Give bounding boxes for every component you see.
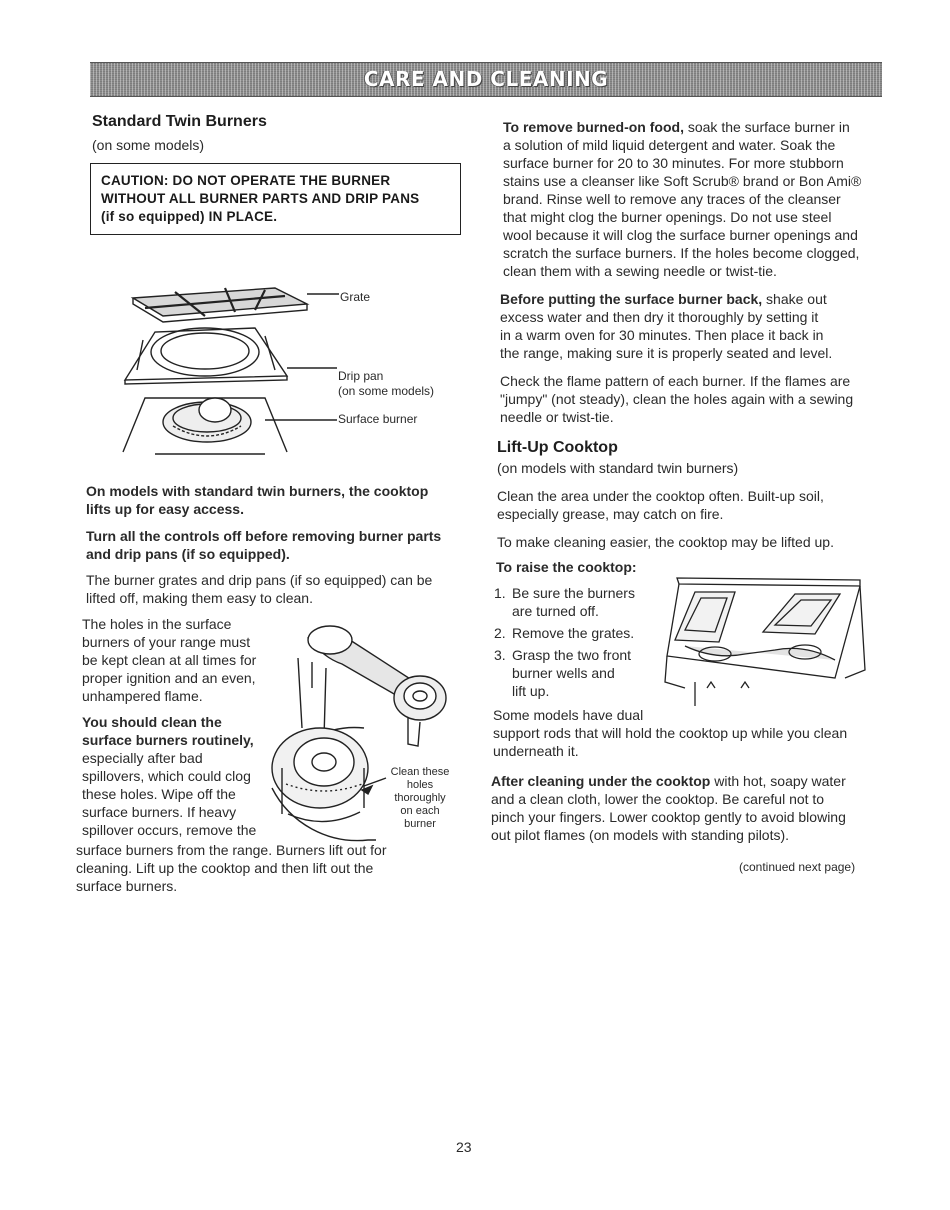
burner-parts-diagram [115,270,465,465]
paragraph-dual-support-rods: Some models have dual support rods that will hold the cooktop up while you clean underneath it. [493,707,848,759]
caution-line: WITHOUT ALL BURNER PARTS AND DRIP PANS [101,191,420,206]
page-number: 23 [456,1139,472,1155]
paragraph-make-cleaning-easier: To make cleaning easier, the cooktop may be lifted up. [497,534,834,550]
label-surface-burner: Surface burner [338,412,418,426]
paragraph-clean-area-under: Clean the area under the cooktop often. Built-up soil, especially grease, may catch on fire. [497,488,824,522]
paragraph-clean-routinely: You should clean the surface burners routinely, especially after bad spillovers, which could clog these holes. Wipe off the surface burners. If heavy spillover occurs, remove the [82,714,257,838]
paragraph-grates-lift-off: The burner grates and drip pans (if so equipped) can be lifted off, making them easy to clean. [86,572,433,606]
subtitle-on-some-models: (on some models) [92,137,205,153]
paragraph-burned-on-food: To remove burned-on food, soak the surface burner in a solution of mild liquid detergent and water. Soak the surface burner for 20 to 30 minutes. For more stubborn stains use a cleanser like Soft Scrub® brand or Bon Ami® brand. Rinse well to remove any traces of the cleanser that might clog the burner openings. Do not use steel wool because it will clog the surface burner openings and scratch the surface burners. If the holes become clogged, clean them with a sewing needle or twist-tie. [503,119,862,279]
heading-to-raise-cooktop: To raise the cooktop: [496,559,637,575]
subtitle-lift-up-cooktop: (on models with standard twin burners) [497,460,739,476]
list-item: 1. Be sure the burners are turned off. [494,585,635,619]
label-drip-pan-note: (on some models) [338,384,435,398]
raise-steps-list [494,584,635,700]
paragraph-remove-burners: surface burners from the range. Burners lift out for cleaning. Lift up the cooktop and then lift out the surface burners. [76,842,387,894]
paragraph-holes-clean: The holes in the surface burners of your range must be kept clean at all times for proper ignition and an even, unhampered flame. [82,616,257,704]
paragraph-before-putting-back: Before putting the surface burner back, shake out excess water and then dry it thoroughly by setting it in a warm oven for 30 minutes. Then place it back in the range, making sure it is properly seated and level. [500,291,833,361]
list-item: 2. Remove the grates. [494,625,635,641]
caution-box [90,163,461,235]
heading-lift-up-cooktop: Lift-Up Cooktop [497,439,618,456]
lift-up-cooktop-diagram [655,570,870,710]
bold-paragraph-turn-controls-off: Turn all the controls off before removing burner parts and drip pans (if so equipped). [86,528,442,562]
paragraph-check-flame: Check the flame pattern of each burner. If the flames are "jumpy" (not steady), clean the holes again with a sewing needle or twist-tie. [500,373,854,425]
caution-line: (if so equipped) IN PLACE. [101,209,278,224]
label-drip-pan: Drip pan [338,369,384,383]
caution-line: CAUTION: DO NOT OPERATE THE BURNER [101,173,391,188]
heading-standard-twin-burners: Standard Twin Burners [92,113,267,130]
paragraph-after-cleaning: After cleaning under the cooktop with hot, soapy water and a clean cloth, lower the cooktop. Be careful not to pinch your fingers. Lower cooktop gently to avoid blowing out pilot flames (on models with standing pilots). [491,773,846,843]
list-item: 3. Grasp the two front burner wells and lift up. [494,647,632,699]
label-grate: Grate [340,290,371,304]
bold-paragraph-cooktop-lifts: On models with standard twin burners, the cooktop lifts up for easy access. [86,483,429,517]
section-title: CARE AND CLEANING [363,67,609,91]
continued-next-page: (continued next page) [739,860,856,874]
section-banner [90,62,882,97]
label-clean-these-holes: Clean these holes thoroughly on each burner [390,766,450,830]
